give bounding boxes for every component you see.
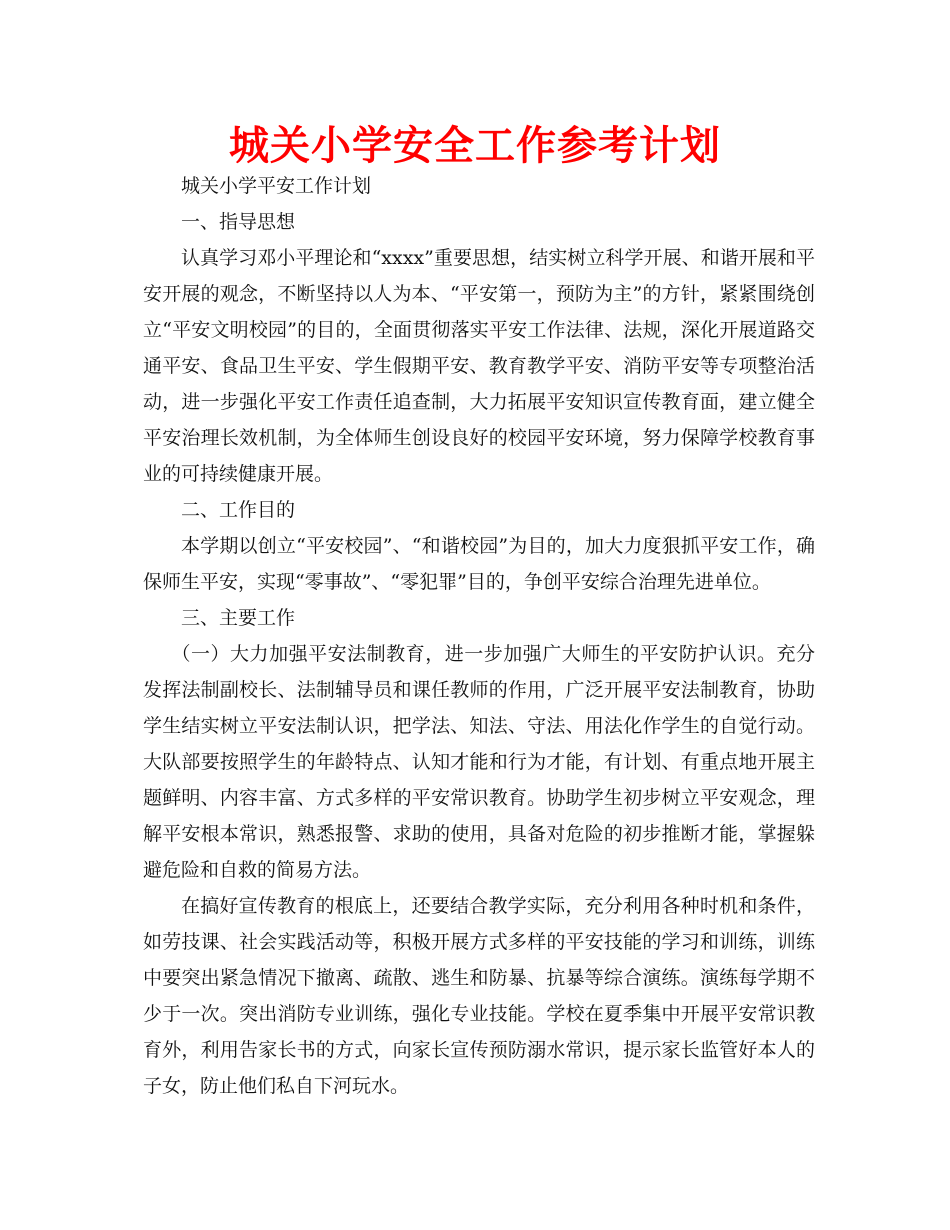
work-goal-paragraph: 本学期以创立“平安校园”、“和谐校园”为目的，加大力度狠抓平安工作，确保师生平安，实现“零事故”、“零犯罪”目的，争创平安综合治理先进单位。 bbox=[143, 535, 815, 593]
document-title: 城关小学安全工作参考计划 bbox=[229, 123, 721, 169]
section-heading-main-work: 三、主要工作 bbox=[181, 607, 296, 629]
guiding-thought-paragraph: 认真学习邓小平理论和“xxxx”重要思想，结实树立科学开展、和谐开展和平安开展的观念，不断坚持以人为本、“平安第一，预防为主”的方针，紧紧围绕创立“平安文明校园”的目的，全面贯彻落实平安工作法律、法规，深化开展道路交通平安、食品卫生平安、学生假期平安、教育教学平安、消防平安等专项整治活动，进一步强化平安工作责任追查制，大力拓展平安知识宣传教育面，建立健全平安治理长效机制，为全体师生创设良好的校园平安环境，努力保障学校教育事业的可持续健康开展。 bbox=[143, 247, 815, 485]
document-body bbox=[143, 168, 815, 1104]
main-work-paragraph-1: （一）大力加强平安法制教育，进一步加强广大师生的平安防护认识。充分发挥法制副校长、法制辅导员和课任教师的作用，广泛开展平安法制教育，协助学生结实树立平安法制认识，把学法、知法、守法、用法化作学生的自觉行动。大队部要按照学生的年龄特点、认知才能和行为才能，有计划、有重点地开展主题鲜明、内容丰富、方式多样的平安常识教育。协助学生初步树立平安观念，理解平安根本常识，熟悉报警、求助的使用，具备对危险的初步推断才能，掌握躲避危险和自救的简易方法。 bbox=[143, 643, 815, 881]
section-heading-work-goal: 二、工作目的 bbox=[181, 499, 296, 521]
main-work-paragraph-2: 在搞好宣传教育的根底上，还要结合教学实际，充分利用各种时机和条件，如劳技课、社会实践活动等，积极开展方式多样的平安技能的学习和训练，训练中要突出紧急情况下撤离、疏散、逃生和防暴、抗暴等综合演练。演练每学期不少于一次。突出消防专业训练，强化专业技能。学校在夏季集中开展平安常识教育外，利用告家长书的方式，向家长宣传预防溺水常识，提示家长监管好本人的子女，防止他们私自下河玩水。 bbox=[143, 895, 815, 1097]
document-subtitle: 城关小学平安工作计划 bbox=[181, 175, 372, 197]
section-heading-guiding-thought: 一、指导思想 bbox=[181, 211, 296, 233]
